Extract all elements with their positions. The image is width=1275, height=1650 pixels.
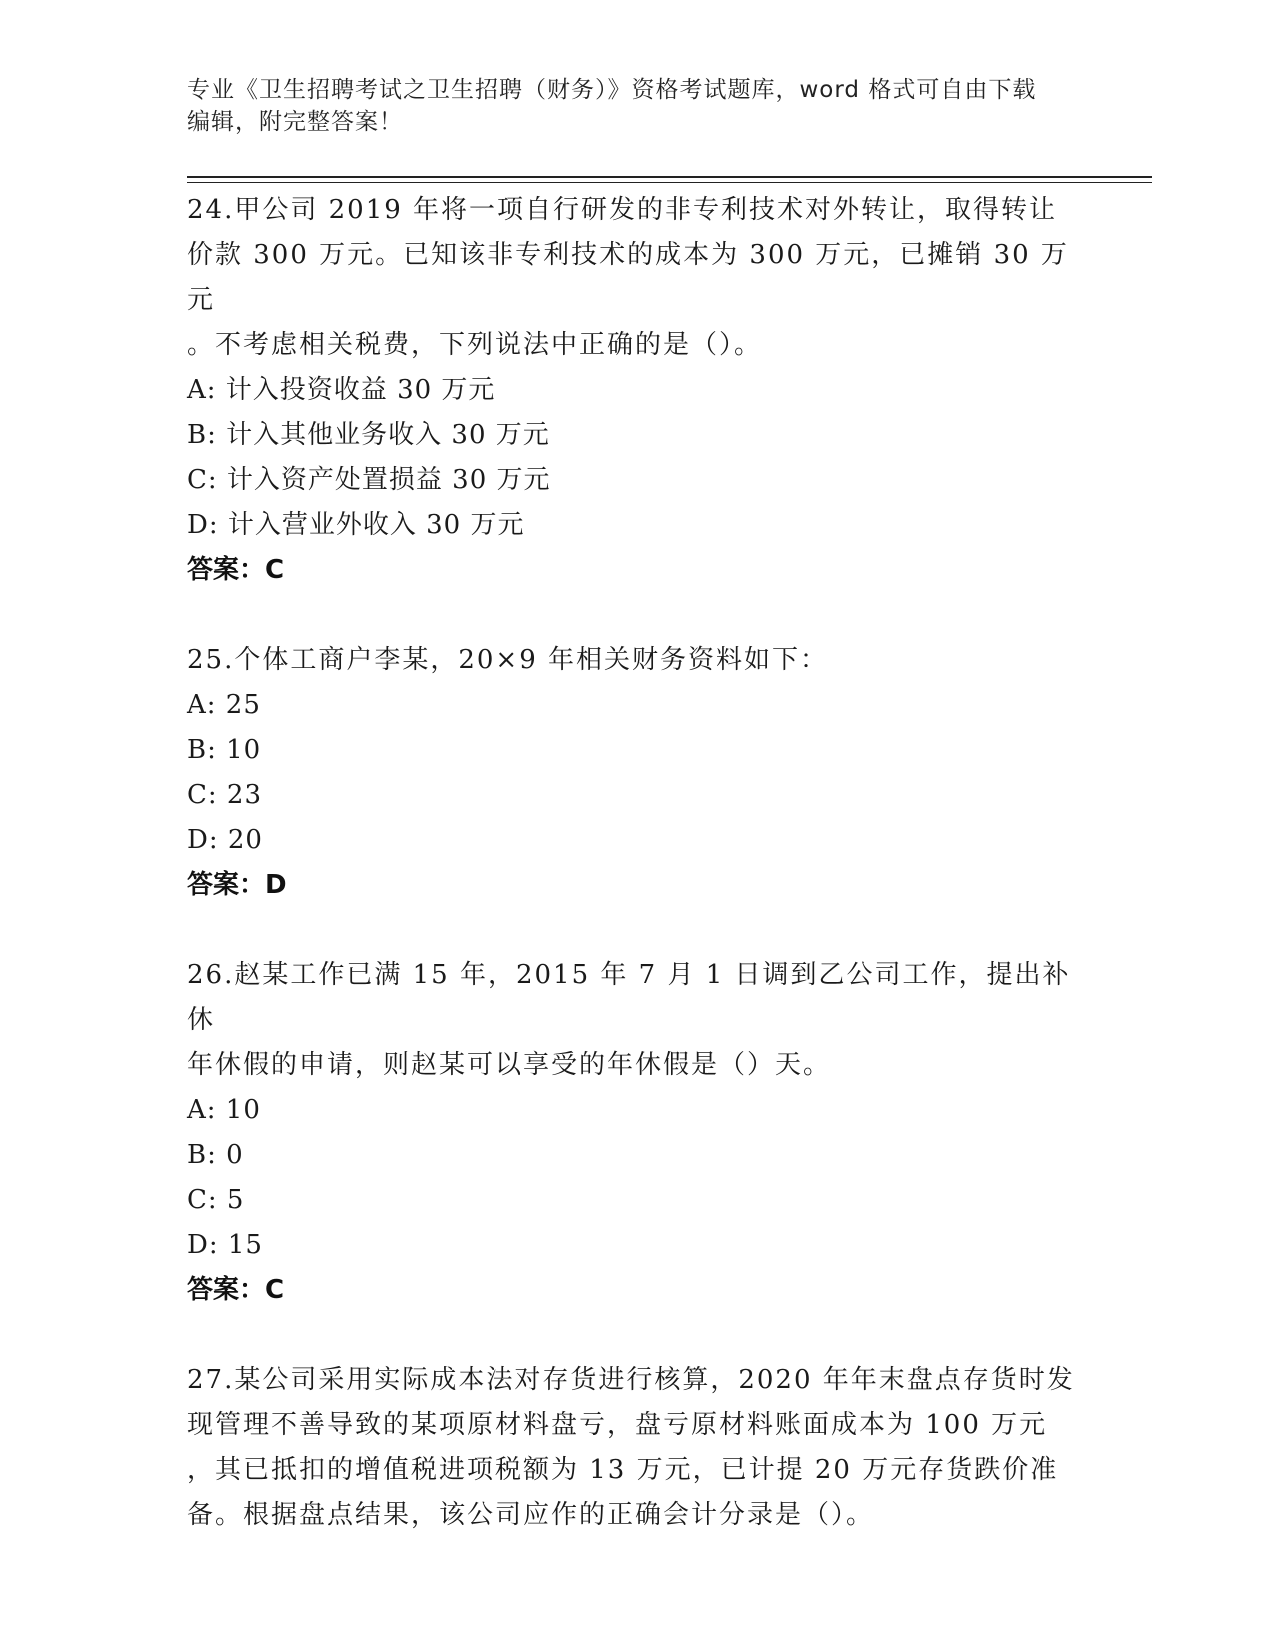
option-b: B: 10 [187,735,262,765]
option-a: A: 计入投资收益 30 万元 [187,375,496,405]
header-divider-thick [187,176,1152,178]
option-a: A: 25 [187,690,261,720]
answer-line: 答案：D [187,870,287,900]
question-list [187,188,1087,1538]
question-27 [187,1358,1087,1538]
document-header [187,74,1067,138]
answer-line: 答案：C [187,1275,285,1305]
question-spacer [187,908,1087,953]
header-line-1: 专业《卫生招聘考试之卫生招聘（财务）》资格考试题库，word 格式可自由下载 [187,77,1037,103]
question-stem: 26.赵某工作已满 15 年，2015 年 7 月 1 日调到乙公司工作，提出补休 年休假的申请，则赵某可以享受的年休假是（）天。 [187,960,1071,1080]
question-stem: 27.某公司采用实际成本法对存货进行核算，2020 年年末盘点存货时发 现管理不善导致的某项原材料盘亏，盘亏原材料账面成本为 100 万元 ，其已抵扣的增值税进项税额为 13 万元，已计提 20 万元存货跌价准 备。根据盘点结果，该公司应作的正确会计分录是（）。 [187,1365,1075,1530]
option-a: A: 10 [187,1095,261,1125]
option-b: B: 0 [187,1140,244,1170]
header-line-2: 编辑，附完整答案！ [187,109,403,135]
option-b: B: 计入其他业务收入 30 万元 [187,420,550,450]
option-c: C: 计入资产处置损益 30 万元 [187,465,551,495]
question-24 [187,188,1087,593]
question-spacer [187,593,1087,638]
question-stem: 24.甲公司 2019 年将一项自行研发的非专利技术对外转让，取得转让 价款 300 万元。已知该非专利技术的成本为 300 万元，已摊销 30 万元 。不考虑相关税费，下列说法中正确的是（）。 [187,195,1069,360]
question-spacer [187,1313,1087,1358]
option-c: C: 5 [187,1185,245,1215]
option-d: D: 20 [187,825,263,855]
answer-line: 答案：C [187,555,285,585]
option-d: D: 15 [187,1230,263,1260]
option-d: D: 计入营业外收入 30 万元 [187,510,525,540]
question-25 [187,638,1087,908]
question-26 [187,953,1087,1313]
option-c: C: 23 [187,780,263,810]
header-divider-thin [187,182,1152,183]
question-stem: 25.个体工商户李某，20×9 年相关财务资料如下： [187,645,829,675]
